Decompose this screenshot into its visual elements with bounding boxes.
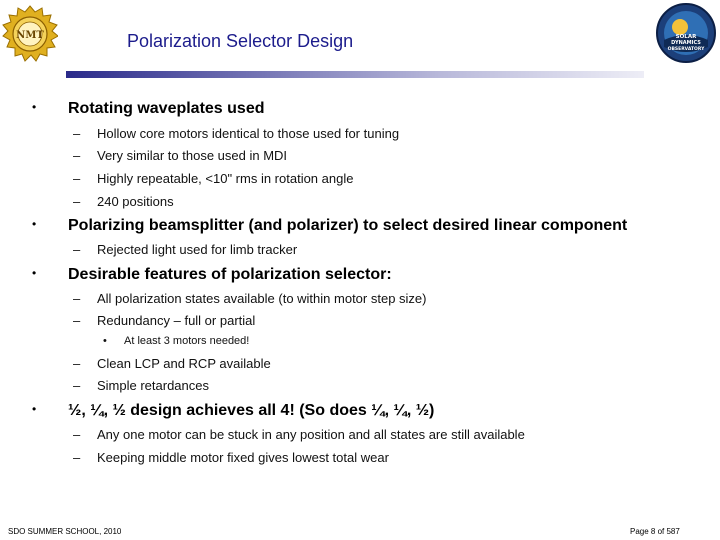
footer-page-number: Page 8 of 587: [630, 527, 680, 536]
slide-title: Polarization Selector Design: [127, 31, 354, 51]
svg-text:DYNAMICS: DYNAMICS: [671, 40, 701, 46]
university-seal-logo: [2, 4, 58, 64]
bullet-mark: •: [32, 100, 37, 114]
svg-text:SOLAR: SOLAR: [675, 34, 697, 40]
title-underline: [66, 71, 644, 78]
svg-text:OBSERVATORY: OBSERVATORY: [667, 47, 705, 52]
footer-event: SDO SUMMER SCHOOL, 2010: [8, 527, 122, 536]
seal-letters: NMT: [16, 30, 44, 41]
slide: NMT SOLAR DYNAMICS OBSERVATORY Polarization Selector Design • Rotating waveplates used – Hollow core motors identical to those used for tuning – Very similar to those used in MDI – Highly repeatable, <10" rms in rotation angle – 240 positions • Polarizing beamsplitter (and polarizer) to select desired linear component – Rejected light used for limb tracker • Desirable features of polarization selector: – All polarization states available (to within motor step size) – Redundancy – full or partial • At least 3 motors needed! – Clean LCP and RCP available – Simple retardances • ½, ¼, ½ design achieves all 4! (So does ¼, ¼, ½) – Any one motor can be stuck in any position and all states are still available – Keeping middle motor fixed gives lowest total wear SDO SUMMER SCHOOL, 2010 Page 8 of 587: [0, 0, 720, 540]
observatory-badge-logo: [655, 2, 717, 64]
